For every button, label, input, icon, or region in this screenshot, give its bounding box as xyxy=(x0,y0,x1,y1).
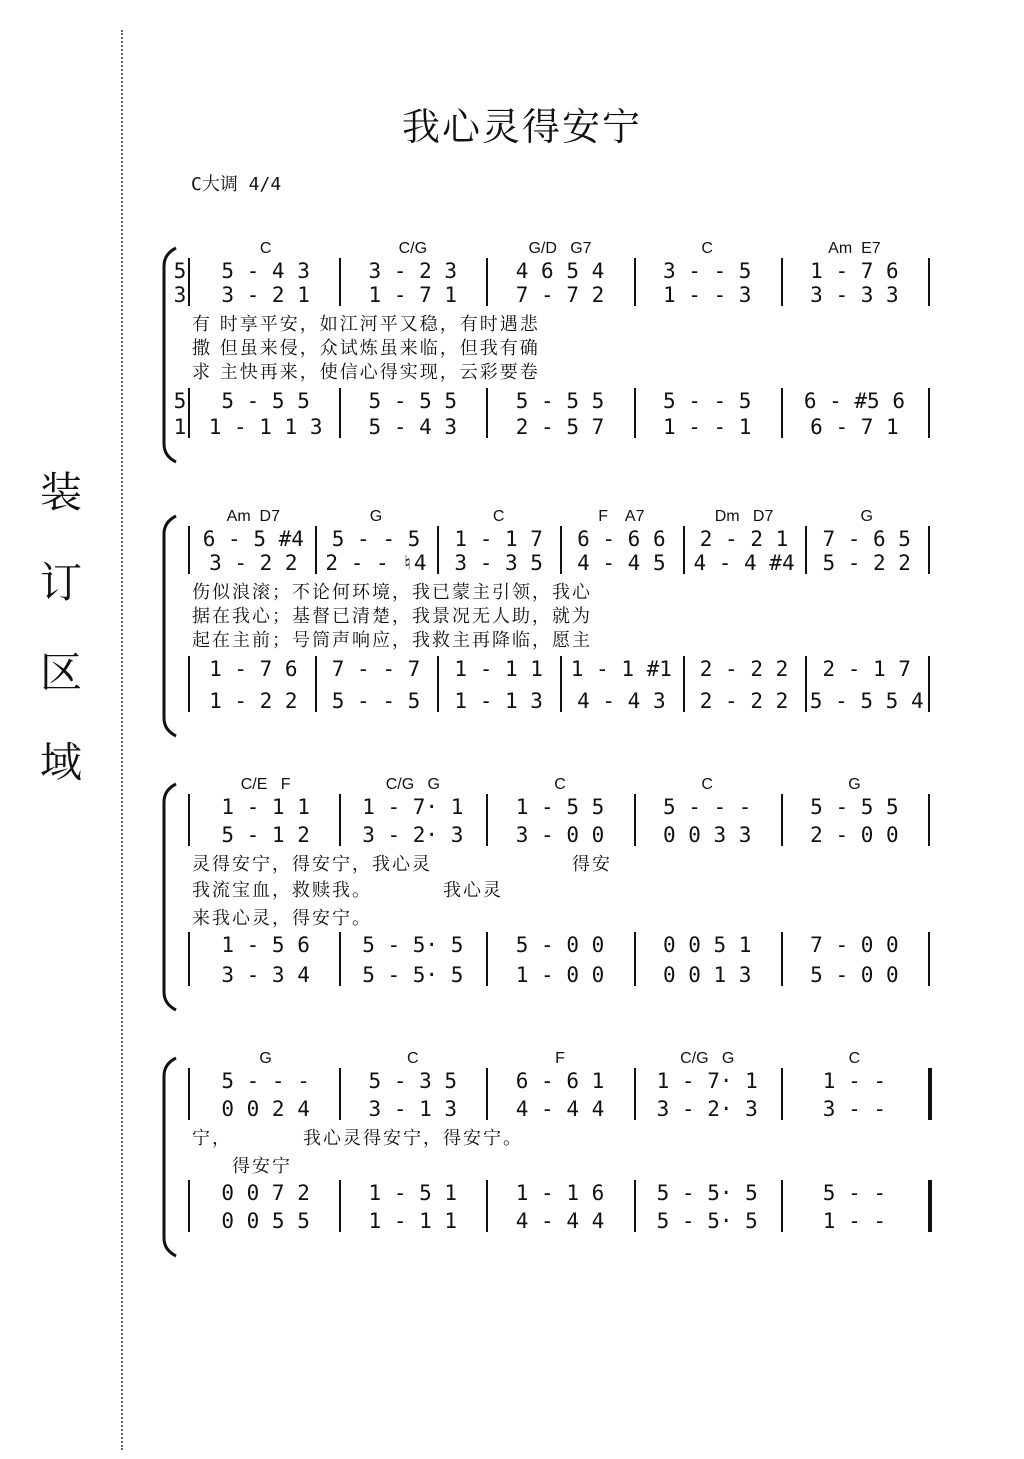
tenor-measure: 0 0 7 2 xyxy=(221,1181,310,1205)
soprano-measure: 1 - 7· 1 xyxy=(362,795,464,819)
song-title: 我心灵得安宁 xyxy=(401,105,642,149)
binding-char: 装 xyxy=(39,468,82,517)
tenor-measure: 1 - 5 1 xyxy=(368,1181,458,1205)
tenor-measure: 2 - 1 7 xyxy=(822,657,911,681)
bass-row xyxy=(168,1208,928,1234)
barline xyxy=(634,932,636,986)
chord-measure: C/E F xyxy=(240,776,291,793)
barline xyxy=(339,932,341,986)
soprano-measure: 1 - 1 7 xyxy=(454,527,543,551)
bass-measure: 5 - 5· 5 xyxy=(656,1209,758,1233)
barline xyxy=(486,258,488,306)
barline xyxy=(486,1068,488,1120)
barline xyxy=(928,1180,932,1232)
tenor-measure: 1 - 5 6 xyxy=(221,933,310,957)
alto-measure: 3 - 2 2 xyxy=(209,551,298,575)
chord-measure: C xyxy=(554,776,566,793)
barline xyxy=(486,932,488,986)
lyric-line: 撒 但虽来侵，众试炼虽来临，但我有确 xyxy=(192,338,540,359)
barline xyxy=(634,794,636,846)
tenor-measure: 7 - - 7 xyxy=(331,657,421,681)
bass-pickup: 1 xyxy=(173,415,187,439)
binding-char: 订 xyxy=(39,558,82,607)
tenor-row xyxy=(168,388,928,414)
chord-measure: C xyxy=(492,508,505,525)
barline xyxy=(339,258,341,306)
soprano-row xyxy=(168,258,928,284)
soprano-measure: 7 - 6 5 xyxy=(822,527,911,551)
barline xyxy=(188,794,190,846)
bass-measure: 6 - 7 1 xyxy=(810,415,899,439)
barline xyxy=(805,526,807,574)
bass-measure: 5 - - 5 xyxy=(331,689,421,713)
bass-row xyxy=(168,414,928,440)
alto-measure: 3 - 1 3 xyxy=(368,1097,458,1121)
tenor-measure: 1 - 1 1 xyxy=(454,657,543,681)
chord-measure: G/D G7 xyxy=(528,240,592,257)
barline xyxy=(339,388,341,438)
barline xyxy=(781,1180,783,1232)
barline xyxy=(928,388,930,438)
barline xyxy=(683,656,685,712)
binding-char: 域 xyxy=(39,738,82,787)
barline xyxy=(683,526,685,574)
soprano-row xyxy=(168,794,928,820)
tenor-measure: 5 - - 5 xyxy=(662,389,752,413)
soprano-measure: 5 - - 5 xyxy=(331,527,421,551)
barline xyxy=(188,932,190,986)
soprano-measure: 3 - - 5 xyxy=(662,259,752,283)
soprano-measure: 5 - - - xyxy=(662,795,752,819)
soprano-measure: 1 - 1 1 xyxy=(221,795,310,819)
barline xyxy=(486,794,488,846)
bass-measure: 0 0 1 3 xyxy=(662,963,752,987)
chord-measure: F A7 xyxy=(598,508,645,525)
bass-measure: 5 - 5 5 4 xyxy=(809,689,924,713)
barline xyxy=(781,1068,783,1120)
barline xyxy=(781,388,783,438)
alto-measure: 1 - - 3 xyxy=(662,283,752,307)
bass-row xyxy=(168,962,928,988)
soprano-measure: 1 - - xyxy=(822,1069,887,1093)
bass-measure: 4 - 4 3 xyxy=(577,689,666,713)
tenor-measure: 1 - 1 6 xyxy=(515,1181,605,1205)
chord-measure: Dm D7 xyxy=(714,508,774,525)
lyric-line: 得安宁 xyxy=(192,1156,292,1177)
barline xyxy=(486,1180,488,1232)
barline xyxy=(315,526,317,574)
tenor-measure: 5 - 5· 5 xyxy=(362,933,464,957)
barline xyxy=(188,388,190,438)
chord-measure: Am E7 xyxy=(828,240,881,257)
bass-measure: 1 - 2 2 xyxy=(209,689,298,713)
alto-row xyxy=(168,1096,928,1122)
lyric-line: 我流宝血，救赎我。 我心灵 xyxy=(192,880,503,901)
alto-measure: 0 0 2 4 xyxy=(221,1097,310,1121)
tenor-measure: 0 0 5 1 xyxy=(662,933,752,957)
lyric-line: 求 主快再来，使信心得实现，云彩要卷 xyxy=(192,362,540,383)
barline xyxy=(781,794,783,846)
barline xyxy=(315,656,317,712)
system-bracket xyxy=(160,514,180,738)
tenor-measure: 1 - 1 #1 xyxy=(570,657,672,681)
bass-measure: 5 - 4 3 xyxy=(368,415,458,439)
tenor-measure: 5 - 5 5 xyxy=(368,389,458,413)
alto-pickup: 3 xyxy=(173,283,187,307)
tenor-measure: 5 - 0 0 xyxy=(515,933,605,957)
barline xyxy=(928,258,930,306)
tenor-measure: 5 - 5 5 xyxy=(221,389,310,413)
score-system xyxy=(168,504,928,714)
barline xyxy=(928,656,930,712)
tenor-measure: 6 - #5 6 xyxy=(803,389,905,413)
tenor-measure: 5 - - xyxy=(822,1181,887,1205)
tenor-measure: 7 - 0 0 xyxy=(810,933,899,957)
barline xyxy=(437,526,439,574)
lyric-line: 伤似浪滚；不论何环境，我已蒙主引领，我心 xyxy=(192,582,592,603)
alto-measure: 7 - 7 2 xyxy=(515,283,605,307)
barline xyxy=(339,1068,341,1120)
bass-measure: 1 - 1 3 xyxy=(454,689,543,713)
soprano-measure: 5 - 3 5 xyxy=(368,1069,458,1093)
chord-measure: C xyxy=(407,1050,419,1067)
bass-row xyxy=(168,688,928,714)
lyric-line: 宁， 我心灵得安宁，得安宁。 xyxy=(192,1128,523,1149)
tenor-row xyxy=(168,656,928,682)
chord-measure: C/G G xyxy=(385,776,440,793)
barline xyxy=(339,1180,341,1232)
barline xyxy=(188,1180,190,1232)
barline xyxy=(188,258,190,306)
alto-row xyxy=(168,282,928,308)
alto-measure: 1 - 7 1 xyxy=(368,283,458,307)
alto-measure: 3 - - xyxy=(822,1097,887,1121)
barline xyxy=(634,1068,636,1120)
lyric-line: 来我心灵，得安宁。 xyxy=(192,908,372,929)
alto-measure: 4 - 4 #4 xyxy=(693,551,795,575)
chord-measure: F xyxy=(555,1050,565,1067)
tenor-pickup: 5 xyxy=(173,389,187,413)
alto-row xyxy=(168,550,928,576)
tenor-measure: 5 - 5 5 xyxy=(515,389,605,413)
tenor-row xyxy=(168,1180,928,1206)
barline xyxy=(928,794,930,846)
barline xyxy=(928,526,930,574)
system-bracket xyxy=(160,246,180,464)
barline xyxy=(928,1068,932,1120)
barline xyxy=(188,526,190,574)
barline xyxy=(188,656,190,712)
bass-measure: 1 - 0 0 xyxy=(515,963,605,987)
soprano-measure: 3 - 2 3 xyxy=(368,259,458,283)
alto-measure: 4 - 4 4 xyxy=(515,1097,605,1121)
soprano-measure: 5 - 5 5 xyxy=(810,795,899,819)
lyric-line: 有 时享平安，如江河平又稳，有时遇悲 xyxy=(192,314,540,335)
soprano-pickup: 5 xyxy=(173,259,187,283)
barline xyxy=(781,932,783,986)
chord-measure: G xyxy=(848,776,861,793)
bass-measure: 0 0 5 5 xyxy=(221,1209,310,1233)
bass-measure: 2 - 5 7 xyxy=(515,415,605,439)
alto-row xyxy=(168,822,928,848)
lyric-line: 起在主前；号筒声响应，我救主再降临，愿主 xyxy=(192,630,592,651)
alto-measure: 2 - - ♮4 xyxy=(325,551,427,575)
bass-measure: 3 - 3 4 xyxy=(221,963,310,987)
soprano-measure: 2 - 2 1 xyxy=(699,527,789,551)
bass-measure: 1 - 1 1 3 xyxy=(208,415,323,439)
bass-measure: 1 - - 1 xyxy=(662,415,752,439)
alto-measure: 3 - 2 1 xyxy=(221,283,310,307)
system-bracket xyxy=(160,1056,180,1258)
barline xyxy=(560,526,562,574)
soprano-measure: 4 6 5 4 xyxy=(515,259,605,283)
soprano-measure: 1 - 7 6 xyxy=(810,259,899,283)
soprano-measure: 6 - 6 6 xyxy=(577,527,666,551)
barline xyxy=(188,1068,190,1120)
chord-measure: C/G G xyxy=(680,1050,735,1067)
tenor-row xyxy=(168,932,928,958)
system-bracket xyxy=(160,782,180,1012)
chord-measure: G xyxy=(259,1050,272,1067)
barline xyxy=(486,388,488,438)
soprano-measure: 1 - 5 5 xyxy=(515,795,605,819)
tenor-measure: 1 - 7 6 xyxy=(209,657,298,681)
alto-measure: 3 - 2· 3 xyxy=(656,1097,758,1121)
bass-measure: 4 - 4 4 xyxy=(515,1209,605,1233)
bass-measure: 5 - 0 0 xyxy=(810,963,899,987)
chord-measure: C xyxy=(848,1050,861,1067)
chord-measure: Am D7 xyxy=(226,508,280,525)
bass-measure: 5 - 5· 5 xyxy=(362,963,464,987)
barline xyxy=(781,258,783,306)
alto-measure: 5 - 1 2 xyxy=(221,823,310,847)
lyric-line: 灵得安宁，得安宁，我心灵 得安 xyxy=(192,854,612,875)
binding-dotted-line xyxy=(121,30,123,1450)
chord-measure: C xyxy=(701,776,713,793)
tenor-measure: 2 - 2 2 xyxy=(699,657,789,681)
chord-measure: G xyxy=(860,508,873,525)
soprano-measure: 5 - 4 3 xyxy=(221,259,310,283)
bass-measure: 1 - - xyxy=(822,1209,887,1233)
alto-measure: 4 - 4 5 xyxy=(577,551,666,575)
barline xyxy=(928,932,930,986)
bass-measure: 1 - 1 1 xyxy=(368,1209,458,1233)
barline xyxy=(634,1180,636,1232)
alto-measure: 5 - 2 2 xyxy=(822,551,911,575)
barline xyxy=(634,258,636,306)
alto-measure: 0 0 3 3 xyxy=(662,823,752,847)
alto-measure: 2 - 0 0 xyxy=(810,823,899,847)
chord-measure: C xyxy=(259,240,272,257)
alto-measure: 3 - 3 5 xyxy=(454,551,543,575)
soprano-row xyxy=(168,526,928,552)
alto-measure: 3 - 3 3 xyxy=(810,283,899,307)
barline xyxy=(805,656,807,712)
key-and-time-signature: C大调 4/4 xyxy=(191,174,282,195)
alto-measure: 3 - 0 0 xyxy=(515,823,605,847)
soprano-row xyxy=(168,1068,928,1094)
score-system xyxy=(168,1046,928,1234)
barline xyxy=(437,656,439,712)
alto-measure: 3 - 2· 3 xyxy=(362,823,464,847)
score-system xyxy=(168,236,928,440)
tenor-measure: 5 - 5· 5 xyxy=(656,1181,758,1205)
soprano-measure: 6 - 5 #4 xyxy=(202,527,304,551)
barline xyxy=(560,656,562,712)
soprano-measure: 5 - - - xyxy=(221,1069,310,1093)
lyric-line: 据在我心；基督已清楚，我景况无人助，就为 xyxy=(192,606,592,627)
binding-area-label xyxy=(36,448,86,808)
binding-char: 区 xyxy=(39,648,82,697)
soprano-measure: 1 - 7· 1 xyxy=(656,1069,758,1093)
chord-measure: C xyxy=(701,240,713,257)
chord-measure: C/G xyxy=(398,240,428,257)
soprano-measure: 6 - 6 1 xyxy=(515,1069,605,1093)
chord-measure: G xyxy=(369,508,383,525)
barline xyxy=(634,388,636,438)
barline xyxy=(339,794,341,846)
bass-measure: 2 - 2 2 xyxy=(699,689,789,713)
score-system xyxy=(168,772,928,988)
